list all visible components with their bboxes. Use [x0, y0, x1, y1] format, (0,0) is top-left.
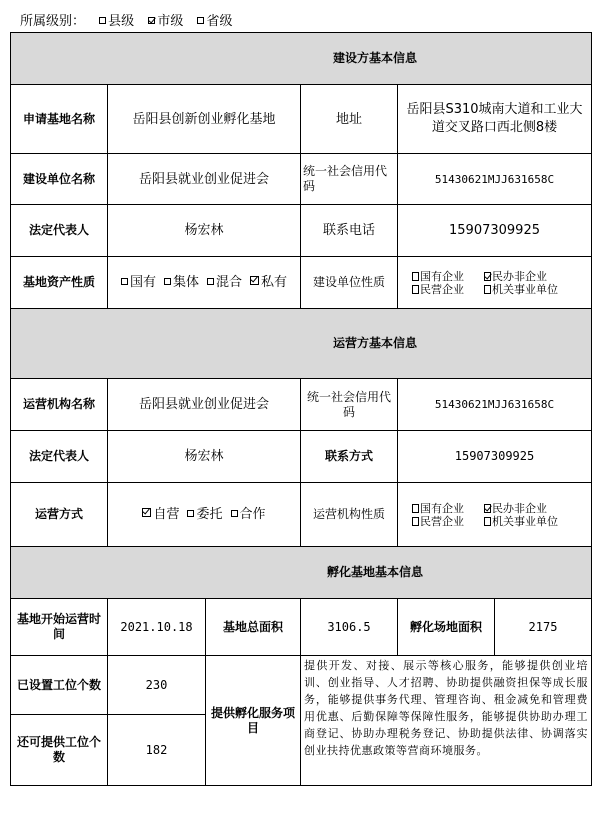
asset-option-private[interactable]: 私有	[246, 275, 287, 290]
kind-option-state-enterprise[interactable]: 国有企业	[412, 270, 484, 283]
level-option-county[interactable]: 县级	[95, 14, 134, 29]
builder-row-rep-phone	[11, 205, 592, 257]
incubator-section-header	[11, 547, 592, 599]
checkbox-icon[interactable]	[231, 510, 238, 517]
org-value: 岳阳县就业创业促进会	[108, 379, 301, 431]
builder-row-asset-kind	[11, 257, 592, 309]
operator-rep-value: 杨宏林	[108, 431, 301, 483]
asset-options	[108, 257, 301, 309]
start-value: 2021.10.18	[108, 599, 206, 656]
base-name-label: 申请基地名称	[11, 85, 108, 154]
level-option-province[interactable]: 省级	[193, 14, 232, 29]
builder-row-unit-credit	[11, 154, 592, 205]
base-name-value: 岳阳县创新创业孵化基地	[108, 85, 301, 154]
mode-label: 运营方式	[11, 483, 108, 547]
checkbox-icon[interactable]	[197, 17, 204, 24]
builder-section-title: 建设方基本信息	[11, 33, 592, 85]
credit-label: 统一社会信用代码	[301, 154, 398, 205]
checkbox-icon[interactable]	[164, 278, 171, 285]
operator-section-title: 运营方基本信息	[11, 309, 592, 379]
avail-value: 182	[108, 715, 206, 786]
checkbox-checked-icon[interactable]	[484, 504, 491, 513]
checkbox-checked-icon[interactable]	[484, 272, 491, 281]
address-value: 岳阳县S310城南大道和工业大道交叉路口西北侧8楼	[398, 85, 592, 154]
application-form-table	[10, 32, 592, 786]
operator-kind-options	[398, 483, 592, 547]
checkbox-checked-icon[interactable]	[142, 508, 151, 517]
operator-kind-option-nonprofit[interactable]: 民办非企业	[484, 502, 556, 515]
checkbox-icon[interactable]	[484, 285, 491, 294]
avail-label: 还可提供工位个数	[11, 715, 108, 786]
checkbox-icon[interactable]	[207, 278, 214, 285]
operator-rep-label: 法定代表人	[11, 431, 108, 483]
mode-option-self[interactable]: 自营	[138, 507, 179, 522]
rep-label: 法定代表人	[11, 205, 108, 257]
mode-option-entrusted[interactable]: 委托	[183, 507, 222, 522]
level-selector	[20, 10, 238, 29]
kind-label: 建设单位性质	[301, 257, 398, 309]
operator-row-rep-contact	[11, 431, 592, 483]
builder-section-header	[11, 33, 592, 85]
operator-kind-option-public-institution[interactable]: 机关事业单位	[484, 515, 556, 528]
asset-option-mixed[interactable]: 混合	[203, 275, 242, 290]
credit-value: 51430621MJJ631658C	[398, 154, 592, 205]
checkbox-checked-icon[interactable]	[250, 276, 259, 285]
operator-row-mode-kind	[11, 483, 592, 547]
checkbox-icon[interactable]	[412, 517, 419, 526]
operator-credit-value: 51430621MJJ631658C	[398, 379, 592, 431]
operator-kind-label: 运营机构性质	[301, 483, 398, 547]
set-value: 230	[108, 656, 206, 715]
checkbox-icon[interactable]	[412, 272, 419, 281]
operator-kind-option-state-enterprise[interactable]: 国有企业	[412, 502, 484, 515]
rep-value: 杨宏林	[108, 205, 301, 257]
address-label: 地址	[301, 85, 398, 154]
unit-label: 建设单位名称	[11, 154, 108, 205]
operator-section-header	[11, 309, 592, 379]
area-label: 基地总面积	[206, 599, 301, 656]
operator-credit-label: 统一社会信用代码	[301, 379, 398, 431]
level-label: 所属级别：	[20, 14, 86, 29]
checkbox-icon[interactable]	[187, 510, 194, 517]
checkbox-checked-icon[interactable]	[148, 17, 155, 24]
contact-value: 15907309925	[398, 431, 592, 483]
checkbox-icon[interactable]	[412, 504, 419, 513]
checkbox-icon[interactable]	[484, 517, 491, 526]
asset-option-state[interactable]: 国有	[117, 275, 156, 290]
asset-label: 基地资产性质	[11, 257, 108, 309]
operator-kind-option-private-enterprise[interactable]: 民营企业	[412, 515, 484, 528]
mode-option-cooperation[interactable]: 合作	[227, 507, 266, 522]
checkbox-icon[interactable]	[412, 285, 419, 294]
phone-label: 联系电话	[301, 205, 398, 257]
incubator-row-set	[11, 656, 592, 715]
org-label: 运营机构名称	[11, 379, 108, 431]
kind-option-public-institution[interactable]: 机关事业单位	[484, 283, 556, 296]
level-option-city[interactable]: 市级	[144, 14, 183, 29]
set-label: 已设置工位个数	[11, 656, 108, 715]
service-label: 提供孵化服务项目	[206, 656, 301, 786]
inc-area-label: 孵化场地面积	[398, 599, 495, 656]
inc-area-value: 2175	[495, 599, 592, 656]
area-value: 3106.5	[301, 599, 398, 656]
kind-option-private-enterprise[interactable]: 民营企业	[412, 283, 484, 296]
operator-row-org-credit	[11, 379, 592, 431]
checkbox-icon[interactable]	[121, 278, 128, 285]
kind-options	[398, 257, 592, 309]
phone-value: 15907309925	[398, 205, 592, 257]
checkbox-icon[interactable]	[99, 17, 106, 24]
kind-option-nonprofit[interactable]: 民办非企业	[484, 270, 556, 283]
service-text: 提供开发、对接、展示等核心服务，能够提供创业培训、创业指导、人才招聘、协助提供融资担保等成长服务，能够提供事务代理、管理咨询、租金减免和管理费用优惠、后勤保障等保障性服务，能够提供协助办理工商登记、协助办理税务登记、协助提供法律、协调落实创业扶持优惠政策等营商环境服务。	[301, 656, 592, 786]
unit-value: 岳阳县就业创业促进会	[108, 154, 301, 205]
contact-label: 联系方式	[301, 431, 398, 483]
builder-row-name-address	[11, 85, 592, 154]
incubator-section-title: 孵化基地基本信息	[11, 547, 592, 599]
asset-option-collective[interactable]: 集体	[160, 275, 199, 290]
start-label: 基地开始运营时间	[11, 599, 108, 656]
incubator-row-start-area	[11, 599, 592, 656]
mode-options	[108, 483, 301, 547]
